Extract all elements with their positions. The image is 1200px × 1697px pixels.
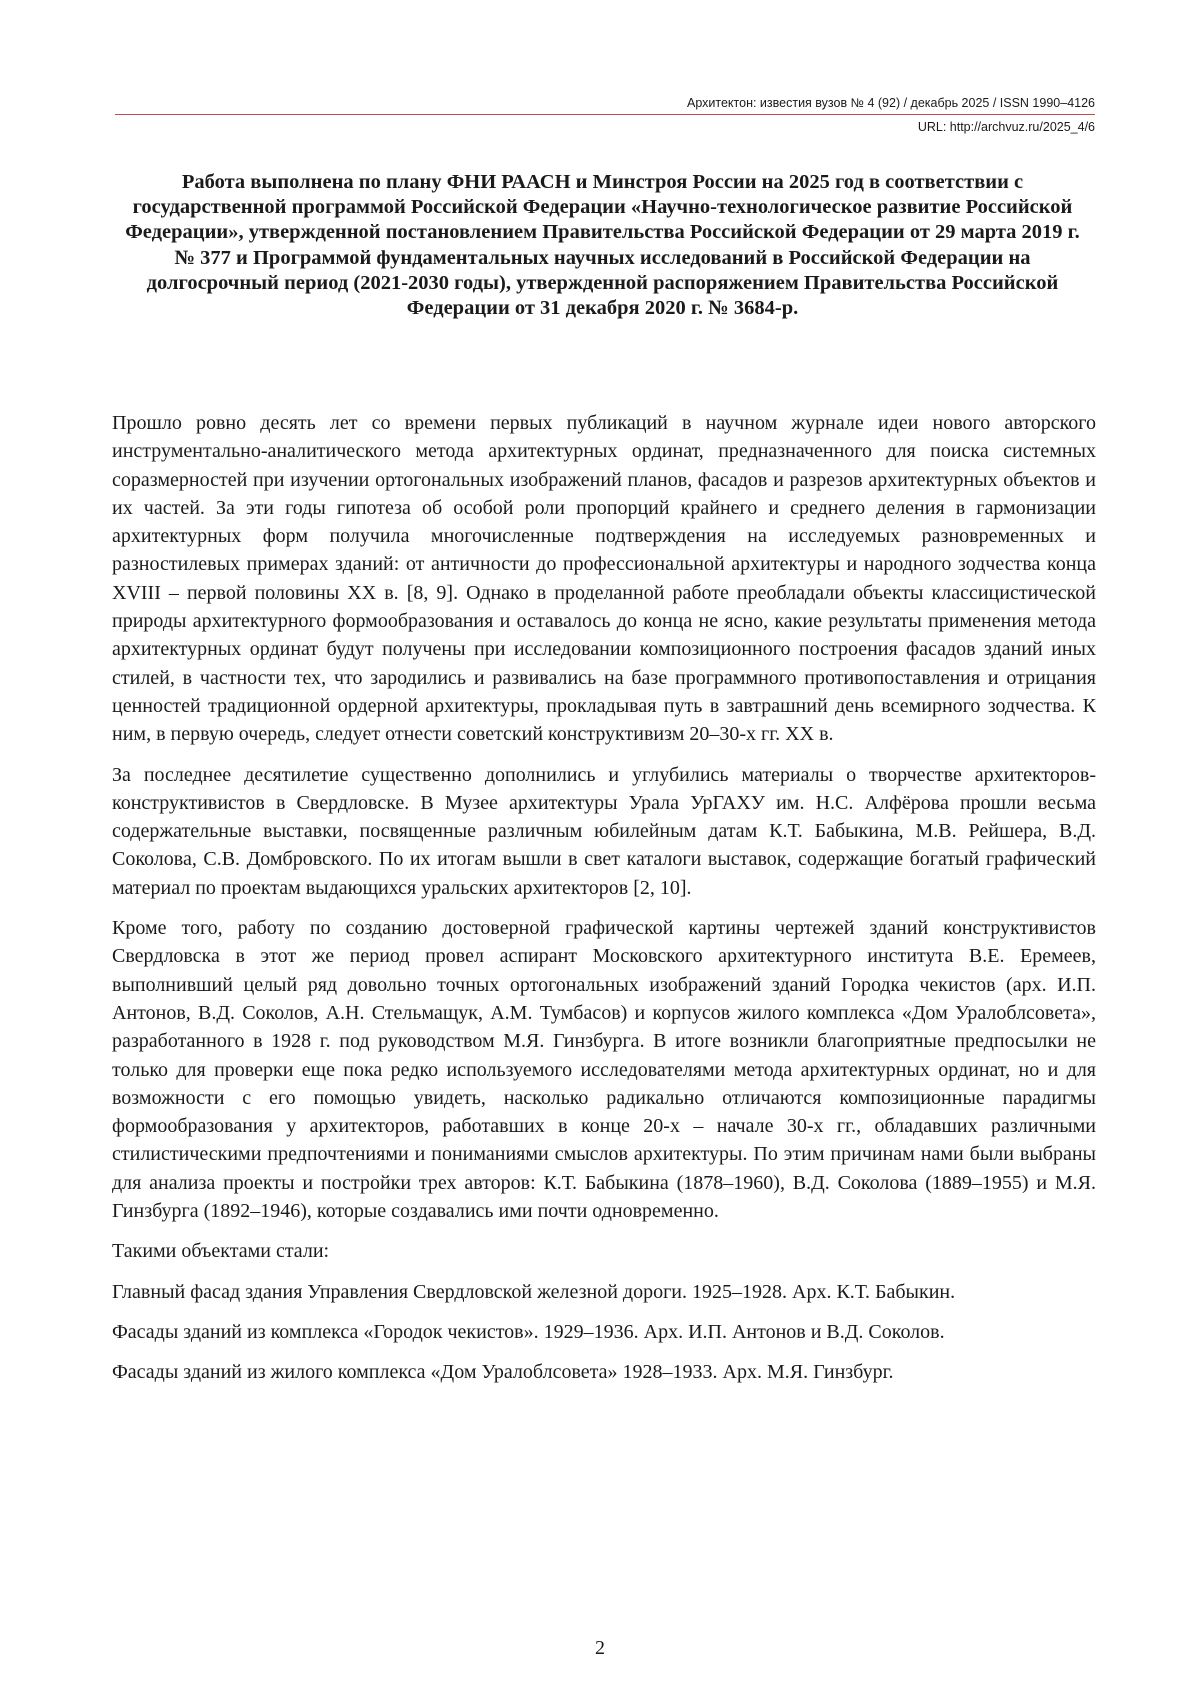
object-item-3: Фасады зданий из жилого комплекса «Дом Уралоблсовета» 1928–1933. Арх. М.Я. Гинзбург.: [112, 1361, 894, 1384]
paragraph-1: Прошло ровно десять лет со времени первых публикаций в научном журнале идеи нового авторского инструментально-аналитического метода архитектурных ординат, предназначенного для поиска системных соразмерностей при изучении ортогональных изображений планов, фасадов и разрезов архитектурных объектов и их частей. За эти годы гипотеза об особой роли пропорций крайнего и среднего деления в гармонизации архитектурных форм получила многочисленные подтверждения на исследуемых разновременных и разностилевых примерах зданий: от античности до профессиональной архитектуры и народного зодчества конца XVIII – первой половины XX в. [8, 9]. Однако в проделанной работе преобладали объекты классицистической природы архитектурного формообразования и оставалось до конца не ясно, какие результаты применения метода архитектурных ординат будут получены при исследовании композиционного построения фасадов зданий иных стилей, в частности тех, что зародились и развивались на базе программного противопоставления и отрицания ценностей традиционной ордерной архитектуры, прокладывая путь в завтрашний день всемирного зодчества. К ним, в первую очередь, следует отнести советский конструктивизм 20–30-х гг. XX в.: [112, 412, 1096, 746]
article-url[interactable]: URL: http://archvuz.ru/2025_4/6: [917, 120, 1095, 134]
object-item-2: Фасады зданий из комплекса «Городок чекистов». 1929–1936. Арх. И.П. Антонов и В.Д. Соколов.: [112, 1320, 945, 1343]
article-body: [112, 409, 1096, 1399]
paragraph-2: За последнее десятилетие существенно дополнились и углубились материалы о творчестве архитекторов-конструктивистов в Свердловске. В Музее архитектуры Урала УрГАХУ им. Н.С. Алфёрова прошли весьма содержательные выставки, посвященные различным юбилейным датам К.Т. Бабыкина, М.В. Рейшера, В.Д. Соколова, С.В. Домбровского. По их итогам вышли в свет каталоги выставок, содержащие богатый графический материал по проектам выдающихся уральских архитекторов [2, 10].: [112, 763, 1096, 899]
page-number: 2: [595, 1637, 605, 1659]
object-item-1: Главный фасад здания Управления Свердловской железной дороги. 1925–1928. Арх. К.Т. Бабыкин.: [112, 1280, 956, 1303]
journal-citation: Архитектон: известия вузов № 4 (92) / декабрь 2025 / ISSN 1990–4126: [115, 96, 1095, 115]
objects-intro: Такими объектами стали:: [112, 1240, 330, 1263]
running-header: [115, 96, 1095, 134]
funding-note-title: Работа выполнена по плану ФНИ РААСН и Минстроя России на 2025 год в соответствии с государственной программой Российской Федерации «Научно-технологическое развитие Российской Федерации», утвержденной постановлением Правительства Российской Федерации от 29 марта 2019 г. № 377 и Программой фундаментальных научных исследований в Российской Федерации на долгосрочный период (2021-2030 годы), утвержденной распоряжением Правительства Российской Федерации от 31 декабря 2020 г. № 3684-р.: [125, 171, 1080, 320]
paragraph-3: Кроме того, работу по созданию достоверной графической картины чертежей зданий конструктивистов Свердловска в этот же период провел аспирант Московского архитектурного института В.Е. Еремеев, выполнивший целый ряд довольно точных ортогональных изображений зданий Городка чекистов (арх. И.П. Антонов, В.Д. Соколов, А.Н. Стельмащук, А.М. Тумбасов) и корпусов жилого комплекса «Дом Уралоблсовета», разработанного в 1928 г. под руководством М.Я. Гинзбурга. В итоге возникли благоприятные предпосылки не только для проверки еще пока редко используемого исследователями метода архитектурных ординат, но и для возможности с его помощью увидеть, насколько радикально отличаются композиционные парадигмы формообразования у архитекторов, работавших в конце 20-х – начале 30-х гг., обладавших различными стилистическими предпочтениями и пониманиями смыслов архитектуры. По этим причинам нами были выбраны для анализа проекты и постройки трех авторов: К.Т. Бабыкина (1878–1960), В.Д. Соколова (1889–1955) и М.Я. Гинзбурга (1892–1946), которые создавались ими почти одновременно.: [112, 917, 1096, 1223]
